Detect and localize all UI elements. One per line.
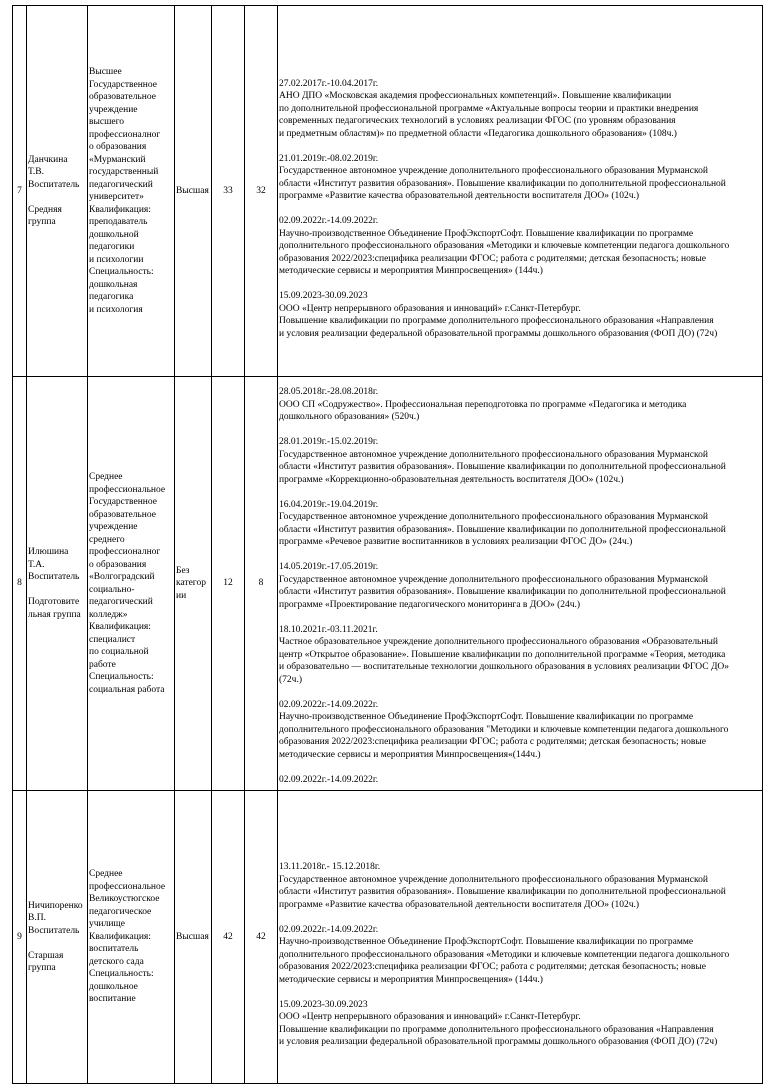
course-entry: 14.05.2019г.-17.05.2019г. Государственное автономное учреждение дополнительного профессионального образования Мурманской области «Институт развития образования». Повышение квалификации по дополнительной профессиональной программе «Проектирование педагогического мониторинга в ДОО» (24ч.): [279, 562, 726, 610]
category: Высшая: [175, 6, 212, 377]
education-info: Среднее профессиональное Великоустюгское педагогическое училище Квалификация: воспитатель детского сада Специальность: дошкольное воспитание: [88, 791, 175, 1084]
category: Высшая: [175, 791, 212, 1084]
education-info: Высшее Государственное образовательное учреждение высшего профессионалног о образования «Мурманский государственный педагогический университет» Квалификация: преподаватель дошкольной педагогики и психологии Специальность: дошкольная педагогика и психология: [88, 6, 175, 377]
teaching-experience: 32: [245, 6, 278, 377]
course-entry: 02.09.2022г.-14.09.2022г. Научно-производственное Объединение ПрофЭкспортСофт. Повышение квалификации по программе дополнительного профессионального образования «Методики и ключевые компетенции педагога дошкольного образования 2022/2023:специфика реализации ФГОС; работа с родителями; детская безопасность; новые методические сервисы и мероприятия Минпросвещения» (144ч.): [279, 216, 730, 277]
teaching-experience: 42: [245, 791, 278, 1084]
staff-table: [12, 5, 763, 1084]
course-entry: 28.05.2018г.-28.08.2018г. ООО СП «Содружество». Профессиональная переподготовка по программе «Педагогика и методика дошкольного образования» (520ч.): [279, 387, 687, 422]
training-courses: [278, 377, 763, 791]
course-entry: 15.09.2023-30.09.2023 ООО «Центр непрерывного образования и инноваций» г.Санкт-Петербург. Повышение квалификации по программе дополнительного профессионального образования «Направления и условия реализации федеральной образовательной программы дошкольного образования (ФОП ДО) (72ч): [279, 999, 718, 1048]
education-info: Среднее профессиональное Государственное образовательное учреждение среднего профессионалног о образования «Волгоградский социально- педагогический колледж» Квалификация: специалист по социальной работе Специальность: социальная работа: [88, 377, 175, 791]
course-entry: 27.02.2017г.-10.04.2017г. АНО ДПО «Московская академия профессиональных компетенций». Повышение квалификации по дополнительной профессиональной программе «Актуальные вопросы теории и практики внедрения современных педагогических технологий в условиях реализации ФГОС (по уровням образования и предметным областям)» по предметной области «Педагогика дошкольного образования» (108ч.): [279, 78, 699, 139]
course-entry: 28.01.2019г.-15.02.2019г. Государственное автономное учреждение дополнительного профессионального образования Мурманской области «Институт развития образования». Повышение квалификации по дополнительной профессиональной программе «Коррекционно-образовательная деятельность воспитателя ДОО» (102ч.): [279, 437, 726, 485]
employee-name: Илюшина Т.А. Воспитатель Подготовите льная группа: [27, 377, 88, 791]
course-entry: 02.09.2022г.-14.09.2022г. Научно-производственное Объединение ПрофЭкспортСофт. Повышение квалификации по программе дополнительного профессионального образования «Методики и ключевые компетенции педагога дошкольного образования 2022/2023:специфика реализации ФГОС; работа с родителями; детская безопасность; новые методические сервисы и мероприятия Минпросвещения» (144ч.): [279, 924, 730, 985]
employee-name: Данчкина Т.В. Воспитатель Средняя группа: [27, 6, 88, 377]
table-row: [13, 377, 763, 791]
course-entry: 15.09.2023-30.09.2023 ООО «Центр непрерывного образования и инноваций» г.Санкт-Петербург. Повышение квалификации по программе дополнительного профессионального образования «Направления и условия реализации федеральной образовательной программы дошкольного образования (ФОП ДО) (72ч): [279, 291, 718, 339]
row-number: 9: [13, 791, 27, 1084]
course-entry: 18.10.2021г.-03.11.2021г. Частное образовательное учреждение дополнительного профессионального образования «Образовательный центр «Открытое образование». Повышение квалификации по дополнительной программе «Теория, методика и образовательно — воспитательные технологии дошкольного образования в условиях реализации ФГОС ДО» (72ч.): [279, 624, 730, 685]
training-courses: [278, 791, 763, 1084]
teaching-experience: 8: [245, 377, 278, 791]
row-number: 8: [13, 377, 27, 791]
row-number: 7: [13, 6, 27, 377]
total-experience: 42: [212, 791, 245, 1084]
course-entry: 02.09.2022г.-14.09.2022г.: [279, 774, 379, 785]
employee-name: Ничипоренко В.П. Воспитатель Старшая группа: [27, 791, 88, 1084]
category: Без категор ии: [175, 377, 212, 791]
course-entry: 13.11.2018г.- 15.12.2018г. Государственное автономное учреждение дополнительного профессионального образования Мурманской области «Институт развития образования». Повышение квалификации по дополнительной профессиональной программе «Развитие качества образовательной деятельности воспитателя ДОО» (102ч.): [279, 862, 726, 910]
training-courses: [278, 6, 763, 377]
course-entry: 16.04.2019г.-19.04.2019г. Государственное автономное учреждение дополнительного профессионального образования Мурманской области «Институт развития образования». Повышение квалификации по дополнительной профессиональной программе «Речевое развитие воспитанников в условиях реализации ФГОС ДО» (24ч.): [279, 499, 726, 547]
total-experience: 12: [212, 377, 245, 791]
table-row: [13, 791, 763, 1084]
total-experience: 33: [212, 6, 245, 377]
table-row: [13, 6, 763, 377]
course-entry: 21.01.2019г.-08.02.2019г. Государственное автономное учреждение дополнительного профессионального образования Мурманской области «Институт развития образования». Повышение квалификации по дополнительной профессиональной программе «Развитие качества образовательной деятельности воспитателя ДОО» (102ч.): [279, 153, 726, 202]
course-entry: 02.09.2022г.-14.09.2022г. Научно-производственное Объединение ПрофЭкспортСофт. Повышение квалификации по программе дополнительного профессионального образования "Методики и ключевые компетенции педагога дошкольного образования 2022/2023:специфика реализации ФГОС; работа с родителями; детская безопасность; новые методические сервисы и мероприятия Минпросвещения«(144ч.): [279, 699, 729, 760]
courses-clip: [279, 386, 761, 790]
